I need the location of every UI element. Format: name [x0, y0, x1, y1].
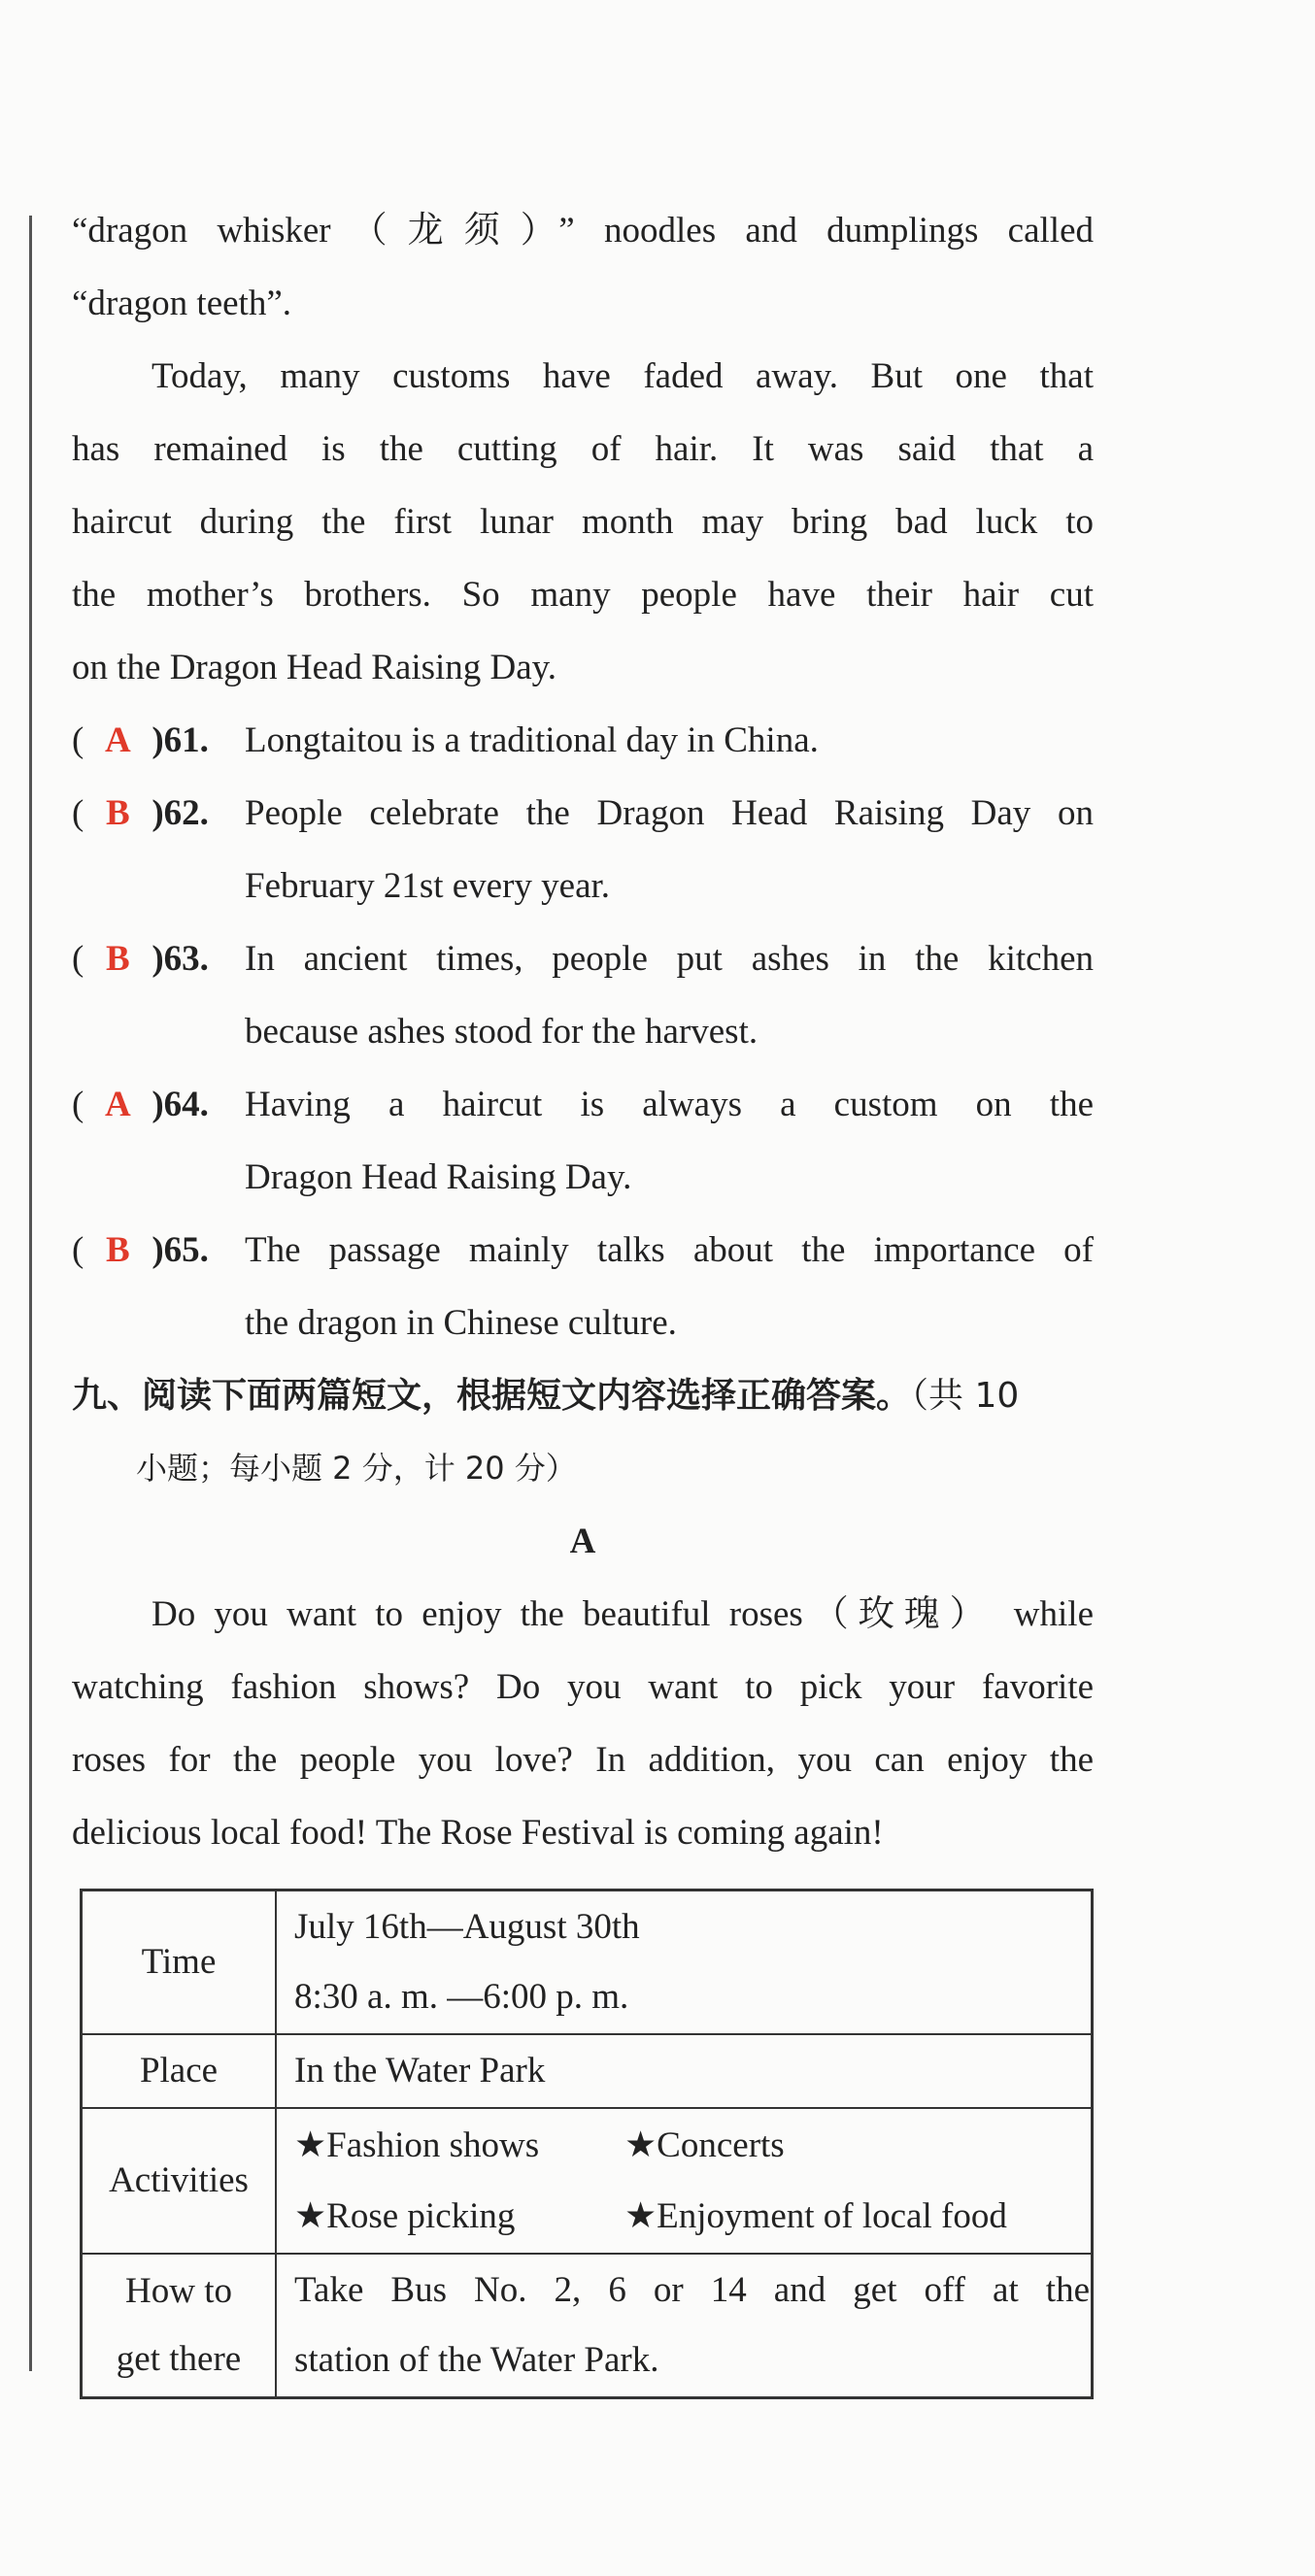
answer-bracket: ( A )64. [72, 1068, 245, 1214]
passage-line: the mother’s brothers. So many people have their hair cut [72, 575, 1094, 615]
question-text: because ashes stood for the harvest. [245, 1012, 759, 1052]
answer-bracket: ( B )62. [72, 777, 245, 922]
answer-bracket: ( B )65. [72, 1214, 245, 1359]
question-text: Dragon Head Raising Day. [245, 1157, 632, 1197]
article-line: delicious local food! The Rose Festival is coming again! [72, 1813, 884, 1853]
table-row [82, 2034, 1093, 2108]
answer-mark: A [104, 1085, 131, 1124]
answer-mark: A [104, 720, 131, 760]
question-65 [72, 1214, 1094, 1359]
article-line: watching fashion shows? Do you want to pick your favorite [72, 1667, 1094, 1707]
table-row [82, 2108, 1093, 2254]
page-content [72, 194, 1094, 1869]
how-value [276, 2254, 1093, 2398]
answer-mark: B [105, 793, 130, 833]
time-label: Time [82, 1890, 277, 2035]
table-row [82, 1890, 1093, 2035]
how-line: Take Bus No. 2, 6 or 14 and get off at the [294, 2270, 1090, 2310]
question-text: Longtaitou is a traditional day in China. [245, 720, 819, 760]
festival-info-table [80, 1889, 1094, 2399]
question-text: In ancient times, people put ashes in the kitchen [245, 939, 1094, 979]
question-text: February 21st every year. [245, 866, 611, 906]
activities-label: Activities [82, 2108, 277, 2254]
time-hours: 8:30 a. m. —6:00 p. m. [294, 1977, 629, 2017]
question-number: )65. [152, 1230, 209, 1270]
star-icon: ★ [624, 2194, 658, 2236]
passage-line: has remained is the cutting of hair. It was said that a [72, 429, 1094, 469]
section-heading-text: 九、阅读下面两篇短文，根据短文内容选择正确答案。 [72, 1376, 912, 1416]
article-line: roses for the people you love? In addition, you can enjoy the [72, 1740, 1094, 1780]
question-text: People celebrate the Dragon Head Raising Day on [245, 793, 1094, 833]
question-number: )62. [152, 793, 209, 833]
time-dates: July 16th—August 30th [294, 1907, 640, 1947]
section-subheading: 小题；每小题 2 分，计 20 分） [136, 1450, 577, 1487]
star-icon: ★ [624, 2124, 658, 2165]
passage-line: on the Dragon Head Raising Day. [72, 648, 557, 687]
passage-line: Today, many customs have faded away. But one that [152, 356, 1094, 396]
table-row [82, 2254, 1093, 2398]
activity-item: ★Fashion shows [294, 2110, 624, 2181]
time-value [276, 1890, 1093, 2035]
question-61 [72, 704, 1094, 777]
question-text: The passage mainly talks about the importance of [245, 1230, 1094, 1270]
question-63 [72, 922, 1094, 1068]
article-line: Do you want to enjoy the beautiful roses（玫瑰） while [152, 1594, 1094, 1634]
place-value: In the Water Park [276, 2034, 1093, 2108]
question-64 [72, 1068, 1094, 1214]
section-heading-note: （共 10 [911, 1376, 1020, 1416]
passage-line: “dragon whisker（龙须）” noodles and dumplings called [72, 211, 1094, 251]
how-line: station of the Water Park. [294, 2340, 659, 2380]
activity-item: ★Concerts [624, 2110, 785, 2181]
star-icon: ★ [294, 2194, 327, 2236]
activities-value [276, 2108, 1093, 2254]
question-62 [72, 777, 1094, 922]
answer-mark: B [105, 1230, 130, 1270]
question-number: )61. [152, 720, 209, 760]
question-number: )64. [152, 1085, 209, 1124]
article-title: A [569, 1522, 596, 1561]
question-number: )63. [152, 939, 209, 979]
margin-rule [29, 216, 32, 2371]
place-label: Place [82, 2034, 277, 2108]
activity-item: ★Rose picking [294, 2181, 624, 2252]
passage-line: haircut during the first lunar month may bring bad luck to [72, 502, 1094, 542]
question-text: the dragon in Chinese culture. [245, 1303, 677, 1343]
question-text: Having a haircut is always a custom on the [245, 1085, 1094, 1124]
passage-line: “dragon teeth”. [72, 284, 291, 323]
answer-bracket: ( A )61. [72, 704, 245, 777]
answer-mark: B [105, 939, 130, 979]
how-label: How to get there [82, 2254, 277, 2398]
star-icon: ★ [294, 2124, 327, 2165]
activity-item: ★Enjoyment of local food [624, 2181, 1007, 2252]
answer-bracket: ( B )63. [72, 922, 245, 1068]
section-heading [72, 1359, 1094, 1432]
